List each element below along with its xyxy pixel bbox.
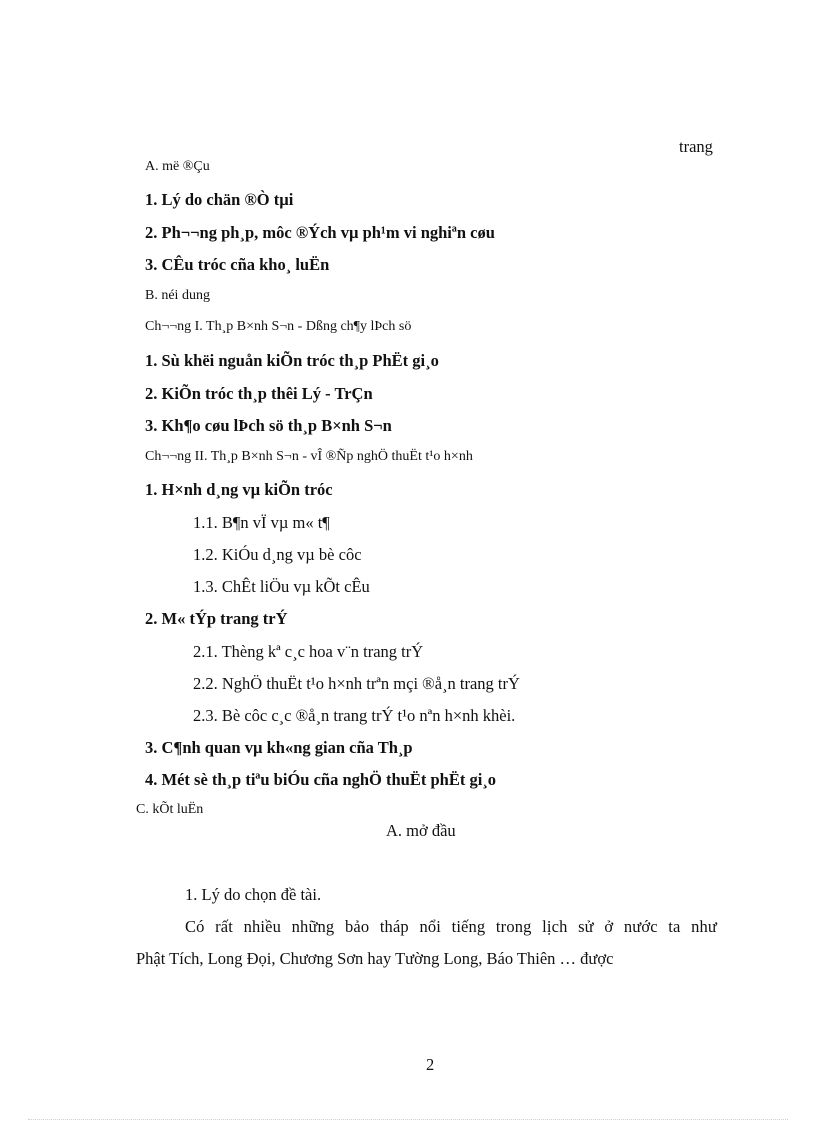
- toc-subentry: 2.3. Bè côc c¸c ®å¸n trang trÝ t¹o nªn h×nh khèi.: [193, 706, 516, 725]
- toc-entry: 4. Mét sè th¸p tiªu biÓu cña nghÖ thuËt phËt gi¸o: [145, 770, 497, 789]
- toc-chapter-2: Ch¬¬ng II. Th¸p B×nh S¬n - vÎ ®Ñp nghÖ thuËt t¹o h×nh: [145, 449, 473, 464]
- toc-section-b: B. néi dung: [145, 288, 210, 303]
- toc-entry: 2. M« tÝp trang trÝ: [145, 609, 288, 628]
- toc-section-a: A. më ®Çu: [145, 159, 210, 174]
- subsection-heading: 1. Lý do chọn đề tài.: [185, 885, 322, 904]
- page-number: 2: [426, 1055, 435, 1074]
- section-heading: A. mở đầu: [386, 821, 456, 840]
- toc-entry: 3. CÊu tróc cña kho¸ luËn: [145, 255, 330, 274]
- toc-subentry: 1.3. ChÊt liÖu vµ kÕt cÊu: [193, 577, 370, 596]
- toc-entry: 2. KiÕn tróc th¸p thêi Lý - TrÇn: [145, 384, 373, 403]
- toc-subentry: 2.1. Thèng kª c¸c hoa v¨n trang trÝ: [193, 642, 424, 661]
- toc-entry: 3. Kh¶o cøu lÞch sö th¸p B×nh S¬n: [145, 416, 392, 435]
- toc-entry: 3. C¶nh quan vµ kh«ng gian cña Th¸p: [145, 738, 413, 757]
- toc-entry: 2. Ph¬¬ng ph¸p, môc ®Ých vµ ph¹m vi nghiªn cøu: [145, 223, 495, 242]
- paragraph-line: [136, 949, 613, 969]
- toc-chapter-1: Ch¬¬ng I. Th¸p B×nh S¬n - Dßng ch¶y lÞch sö: [145, 319, 412, 334]
- toc-entry: 1. H×nh d¸ng vµ kiÕn tróc: [145, 480, 333, 499]
- page-edge-rule: [28, 1119, 788, 1120]
- toc-entry: 1. Sù khëi nguån kiÕn tróc th¸p PhËt gi¸o: [145, 351, 439, 370]
- paragraph-line-text: Có rất nhiều những bảo tháp nổi tiếng trong lịch sử ở nước ta như: [185, 917, 717, 936]
- toc-section-c: C. kÕt luËn: [136, 802, 204, 817]
- toc-subentry: 2.2. NghÖ thuËt t¹o h×nh trªn mçi ®å¸n trang trÝ: [193, 674, 520, 693]
- toc-subentry: 1.1. B¶n vÏ vµ m« t¶: [193, 513, 330, 532]
- paragraph-line-text: Phật Tích, Long Đọi, Chương Sơn hay Tường Long, Báo Thiên … được: [136, 949, 614, 968]
- toc-subentry: 1.2. KiÓu d¸ng vµ bè côc: [193, 545, 362, 564]
- toc-entry: 1. Lý do chän ®Ò tµi: [145, 190, 294, 209]
- paragraph-line: [185, 917, 717, 937]
- toc-page-header: trang: [679, 137, 713, 156]
